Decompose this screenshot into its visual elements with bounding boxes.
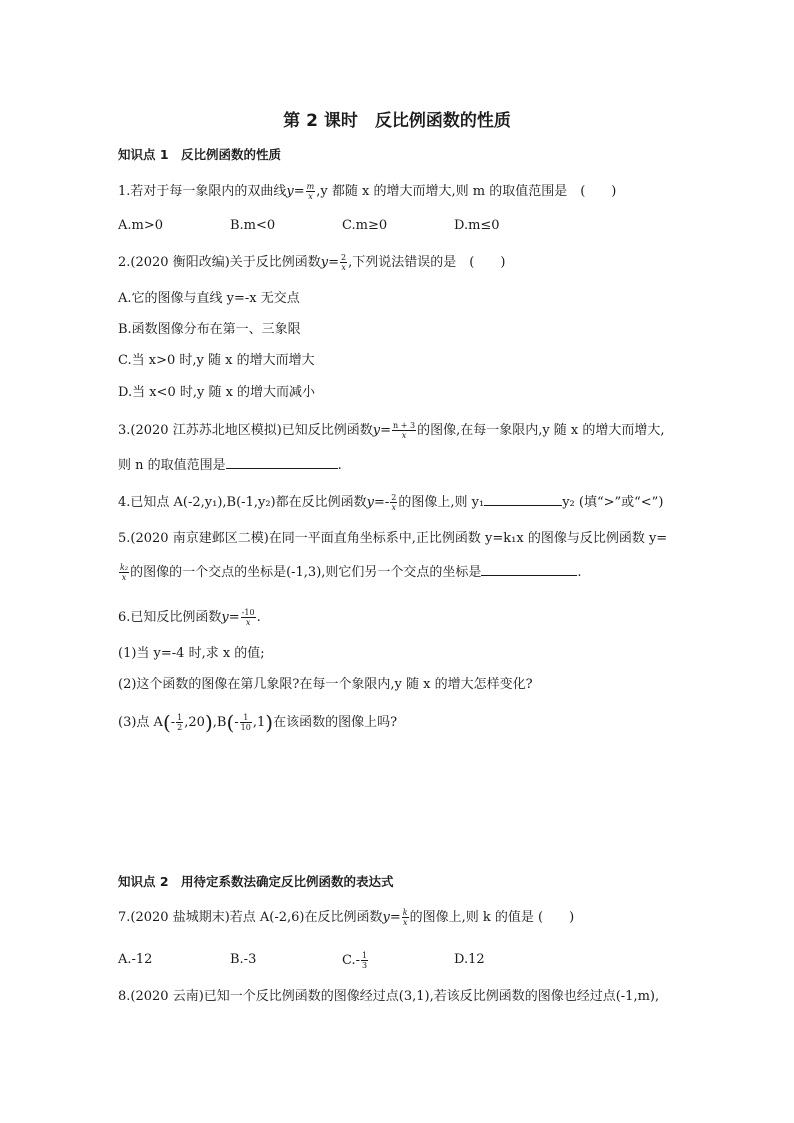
question-2: 2.(2020 衡阳改编)关于反比例函数y= $\frac{2}{x}$ ,下列说法错误的是 ( ) bbox=[118, 253, 506, 272]
q2-option-c: C.当 x>0 时,y 随 x 的增大而增大 bbox=[118, 353, 315, 368]
q2-option-d: D.当 x<0 时,y 随 x 的增大而减小 bbox=[118, 385, 316, 400]
page-title: 第 2 课时 反比例函数的性质 bbox=[283, 111, 511, 131]
question-5-line-2: $\frac{\text{k₂}}{x}$ 的图像的一个交点的坐标是(-1,3),则它们另一个交点的坐标是 . bbox=[120, 563, 582, 582]
fraction: $\frac{2}{x}$ bbox=[341, 253, 347, 272]
section-heading-1: 知识点 1 反比例函数的性质 bbox=[118, 147, 282, 162]
q1-option-d: D.m≤0 bbox=[454, 218, 500, 233]
q7-option-b: B.-3 bbox=[230, 952, 257, 967]
q7-option-c: C.- $\frac{1}{3}$ bbox=[342, 951, 368, 970]
q2-option-b: B.函数图像分布在第一、三象限 bbox=[118, 322, 301, 337]
section-heading-2: 知识点 2 用待定系数法确定反比例函数的表达式 bbox=[118, 874, 394, 889]
q1-option-a: A.m>0 bbox=[118, 218, 164, 233]
fraction: $\frac{1}{2}$ bbox=[177, 713, 183, 732]
q2-option-a: A.它的图像与直线 y=-x 无交点 bbox=[118, 291, 300, 306]
fraction: $\frac{m}{x}$ bbox=[306, 182, 315, 201]
fraction: $\frac{2}{x}$ bbox=[391, 493, 397, 512]
answer-blank[interactable] bbox=[481, 563, 577, 576]
fraction: $\frac{n + 3}{x}$ bbox=[393, 421, 416, 440]
question-6-part-3: (3)点 A(- $\frac{1}{2}$ ,20),B(- $\frac{1}{10}$ ,1)在该函数的图像上吗? bbox=[118, 710, 398, 735]
question-8: 8.(2020 云南)已知一个反比例函数的图像经过点(3,1),若该反比例函数的图像也经过点(-1,m), bbox=[118, 989, 660, 1004]
question-7: 7.(2020 盐城期末)若点 A(-2,6)在反比例函数y= $\frac{k}{x}$ 的图像上,则 k 的值是 ( ) bbox=[118, 908, 575, 927]
fraction: $\frac{k}{x}$ bbox=[402, 908, 408, 927]
question-4: 4.已知点 A(-2,y₁),B(-1,y₂)都在反比例函数y=- $\frac{2}{x}$ 的图像上,则 y₁ y₂ (填“>”或“<”) bbox=[118, 493, 664, 512]
question-6-part-2: (2)这个函数的图像在第几象限?在每一个象限内,y 随 x 的增大怎样变化? bbox=[118, 677, 533, 692]
q1-option-b: B.m<0 bbox=[230, 218, 276, 233]
answer-blank[interactable] bbox=[226, 456, 338, 469]
q7-option-a: A.-12 bbox=[118, 952, 153, 967]
q7-option-d: D.12 bbox=[454, 952, 485, 967]
question-6-part-1: (1)当 y=-4 时,求 x 的值; bbox=[118, 646, 265, 661]
question-3: 3.(2020 江苏苏北地区模拟)已知反比例函数y= $\frac{n + 3}{x}$ 的图像,在每一象限内,y 随 x 的增大而增大, bbox=[118, 421, 665, 440]
fraction: $\frac{1}{3}$ bbox=[362, 951, 368, 970]
fraction: $\frac{-10}{x}$ bbox=[241, 608, 255, 627]
question-1: 1.若对于每一象限内的双曲线y= $\frac{m}{x}$ ,y 都随 x 的增大而增大,则 m 的取值范围是 ( ) bbox=[118, 182, 617, 201]
fraction: $\frac{\text{k₂}}{x}$ bbox=[120, 563, 129, 582]
question-3-line-2: 则 n 的取值范围是 . bbox=[118, 458, 342, 473]
question-5: 5.(2020 南京建邺区二模)在同一平面直角坐标系中,正比例函数 y=k₁x 的图像与反比例函数 y= bbox=[118, 531, 668, 546]
q1-option-c: C.m≥0 bbox=[342, 218, 388, 233]
fraction: $\frac{1}{10}$ bbox=[240, 713, 251, 732]
answer-blank[interactable] bbox=[484, 493, 562, 506]
question-6: 6.已知反比例函数y= $\frac{-10}{x}$ . bbox=[118, 608, 261, 627]
